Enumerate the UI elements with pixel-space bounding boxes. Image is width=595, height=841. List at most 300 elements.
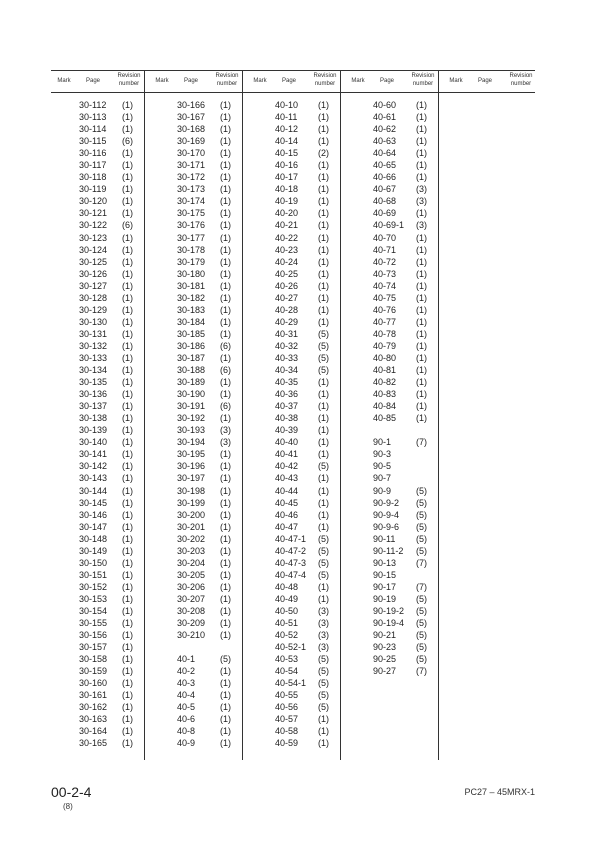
revision-cell: (5) <box>416 485 427 496</box>
revision-cell: (1) <box>122 256 133 267</box>
revision-cell: (1) <box>122 581 133 592</box>
page-cell: 30-152 <box>79 581 108 592</box>
page-cell: 30-199 <box>177 497 206 508</box>
table-row <box>149 436 247 448</box>
table-row <box>51 737 149 749</box>
table-row <box>247 725 345 737</box>
table-row <box>345 244 443 256</box>
table-row <box>149 497 247 509</box>
revision-cell: (1) <box>122 593 133 604</box>
page-revision: (8) <box>63 802 73 811</box>
table-row <box>149 244 247 256</box>
revision-cell: (3) <box>416 184 427 195</box>
page-cell: 30-143 <box>79 473 108 484</box>
page-cell: 30-192 <box>177 413 206 424</box>
revision-cell: (1) <box>220 208 231 219</box>
page-cell: 30-170 <box>177 148 206 159</box>
table-row <box>345 629 443 641</box>
page-cell: 30-138 <box>79 413 108 424</box>
revision-cell: (1) <box>416 280 427 291</box>
table-row <box>51 195 149 207</box>
revision-cell: (1) <box>220 196 231 207</box>
table-row <box>247 376 345 388</box>
table-row <box>345 328 443 340</box>
page-cell: 40-22 <box>275 232 299 243</box>
page-cell: 40-14 <box>275 136 299 147</box>
revision-cell: (1) <box>318 100 329 110</box>
table-row <box>247 509 345 521</box>
page-cell: 90-1 <box>373 437 392 448</box>
page-cell: 30-125 <box>79 256 108 267</box>
revision-cell: (1) <box>122 401 133 412</box>
table-row <box>345 665 443 677</box>
revision-cell: (5) <box>318 533 329 544</box>
revision-cell: (1) <box>220 485 231 496</box>
revision-cell: (1) <box>122 304 133 315</box>
table-row <box>345 605 443 617</box>
table-row <box>149 569 247 581</box>
page-cell: 40-39 <box>275 425 299 436</box>
page-cell: 30-194 <box>177 437 206 448</box>
revision-cell: (5) <box>318 461 329 472</box>
table-row <box>247 147 345 159</box>
table-row <box>51 629 149 641</box>
page-cell: 40-56 <box>275 702 299 713</box>
page-cell: 40-58 <box>275 726 299 737</box>
page-cell: 30-134 <box>79 365 108 376</box>
header-revision-line1: Revision <box>215 73 239 79</box>
table-row <box>149 737 247 749</box>
table-row <box>345 460 443 472</box>
table-row <box>51 207 149 219</box>
table-row <box>149 388 247 400</box>
table-row <box>149 629 247 641</box>
page-cell: 30-169 <box>177 136 206 147</box>
table-row <box>51 617 149 629</box>
table-row <box>51 268 149 280</box>
table-row <box>247 171 345 183</box>
revision-cell: (1) <box>318 509 329 520</box>
table-row <box>51 400 149 412</box>
revision-cell: (1) <box>416 100 427 110</box>
revision-cell: (5) <box>416 642 427 653</box>
page-cell: 30-154 <box>79 605 108 616</box>
page-cell: 30-159 <box>79 666 108 677</box>
page-cell: 40-48 <box>275 581 299 592</box>
revision-cell: (1) <box>220 413 231 424</box>
page-cell: 40-18 <box>275 184 299 195</box>
page-cell: 40-60 <box>373 100 397 110</box>
page-cell: 40-43 <box>275 473 299 484</box>
table-row <box>51 256 149 268</box>
page-cell: 30-206 <box>177 581 206 592</box>
page-cell: 30-155 <box>79 618 108 629</box>
table-row <box>149 545 247 557</box>
table-row <box>247 135 345 147</box>
page-cell: 90-11-2 <box>373 545 404 556</box>
table-row <box>247 328 345 340</box>
page-cell: 30-145 <box>79 497 108 508</box>
revision-cell: (1) <box>318 208 329 219</box>
table-row <box>247 448 345 460</box>
page-cell: 30-198 <box>177 485 206 496</box>
table-row <box>149 412 247 424</box>
revision-cell: (1) <box>318 377 329 388</box>
revision-cell: (1) <box>122 292 133 303</box>
table-row <box>345 557 443 569</box>
column-header <box>247 70 345 92</box>
revision-cell: (3) <box>220 437 231 448</box>
page-cell: 40-52-1 <box>275 642 307 653</box>
column-header <box>51 70 149 92</box>
table-row <box>345 195 443 207</box>
revision-cell: (7) <box>416 437 427 448</box>
table-row <box>51 713 149 725</box>
revision-cell: (1) <box>416 208 427 219</box>
revision-cell: (3) <box>318 618 329 629</box>
page-cell: 40-68 <box>373 196 397 207</box>
table-row <box>51 593 149 605</box>
revision-cell: (1) <box>416 352 427 363</box>
table-row <box>247 232 345 244</box>
page-cell: 40-20 <box>275 208 299 219</box>
table-row <box>345 219 443 231</box>
revision-cell: (1) <box>318 316 329 327</box>
table-row <box>345 617 443 629</box>
table-row <box>51 533 149 545</box>
page-cell: 40-31 <box>275 328 299 339</box>
table-row <box>51 701 149 713</box>
table-row <box>247 388 345 400</box>
table-row <box>51 460 149 472</box>
page-cell: 90-19-4 <box>373 618 405 629</box>
revision-cell: (1) <box>318 160 329 171</box>
revision-cell: (5) <box>416 605 427 616</box>
table-row <box>345 232 443 244</box>
table-row <box>51 653 149 665</box>
page-cell: 30-186 <box>177 340 206 351</box>
table-row <box>247 159 345 171</box>
table-row <box>149 653 247 665</box>
page-cell: 40-82 <box>373 377 397 388</box>
revision-cell: (1) <box>220 509 231 520</box>
table-row <box>149 364 247 376</box>
header-revision <box>309 73 341 88</box>
page-cell: 30-133 <box>79 352 108 363</box>
page-cell: 40-28 <box>275 304 299 315</box>
revision-cell: (1) <box>122 714 133 725</box>
page-cell: 30-208 <box>177 605 206 616</box>
revision-cell: (1) <box>122 184 133 195</box>
page-cell: 30-197 <box>177 473 206 484</box>
table-row <box>247 569 345 581</box>
page-cell: 30-119 <box>79 184 107 195</box>
table-row <box>345 581 443 593</box>
table-row <box>247 364 345 376</box>
header-page: Page <box>379 78 394 84</box>
page-cell: 40-72 <box>373 256 397 267</box>
revision-cell: (1) <box>220 726 231 737</box>
page-cell: 30-166 <box>177 100 206 110</box>
table-row <box>247 653 345 665</box>
revision-cell: (1) <box>122 461 133 472</box>
revision-cell: (5) <box>416 533 427 544</box>
table-row <box>149 207 247 219</box>
page-cell: 40-9 <box>177 738 196 749</box>
column-header <box>149 70 247 92</box>
revision-cell: (1) <box>220 666 231 677</box>
revision-cell: (1) <box>318 136 329 147</box>
revision-cell: (1) <box>122 413 133 424</box>
table-row <box>345 135 443 147</box>
page-cell: 40-73 <box>373 268 397 279</box>
page-cell: 90-21 <box>373 630 397 641</box>
revision-cell: (1) <box>416 172 427 183</box>
table-row <box>149 472 247 484</box>
table-row <box>345 316 443 328</box>
header-revision-line2: number <box>314 80 336 87</box>
table-row <box>247 256 345 268</box>
table-row <box>51 725 149 737</box>
revision-cell: (1) <box>220 148 231 159</box>
revision-cell: (1) <box>220 630 231 641</box>
revision-cell: (1) <box>318 413 329 424</box>
revision-cell: (5) <box>318 340 329 351</box>
revision-cell: (1) <box>416 389 427 400</box>
revision-cell: (1) <box>318 112 329 123</box>
table-row <box>51 219 149 231</box>
page-cell: 30-180 <box>177 268 206 279</box>
revision-cell: (5) <box>220 654 231 665</box>
page-cell: 30-132 <box>79 340 108 351</box>
revision-cell: (6) <box>122 136 133 147</box>
revision-cell: (1) <box>220 184 231 195</box>
table-row <box>247 292 345 304</box>
table-row <box>51 244 149 256</box>
column-divider <box>438 70 439 760</box>
table-row <box>247 545 345 557</box>
page-cell: 30-123 <box>79 232 108 243</box>
page-cell: 30-151 <box>79 569 108 580</box>
page-cell: 30-207 <box>177 593 206 604</box>
table-column <box>51 99 149 750</box>
table-row <box>345 207 443 219</box>
page-cell: 30-113 <box>79 112 107 123</box>
table-row <box>345 569 443 581</box>
page-cell: 30-202 <box>177 533 206 544</box>
revision-cell: (1) <box>122 690 133 701</box>
revision-cell: (1) <box>122 485 133 496</box>
table-row <box>247 195 345 207</box>
table-row <box>247 497 345 509</box>
page-cell: 30-116 <box>79 148 107 159</box>
page-cell: 30-120 <box>79 196 108 207</box>
page-cell: 40-29 <box>275 316 299 327</box>
table-row <box>51 280 149 292</box>
page-cell: 40-75 <box>373 292 397 303</box>
page-cell: 40-36 <box>275 389 299 400</box>
revision-cell: (5) <box>416 593 427 604</box>
page-cell: 40-52 <box>275 630 299 641</box>
table-row <box>345 400 443 412</box>
revision-cell: (1) <box>318 738 329 749</box>
table-row <box>51 424 149 436</box>
page-cell: 40-2 <box>177 666 196 677</box>
page-cell: 40-32 <box>275 340 299 351</box>
revision-cell: (1) <box>122 545 133 556</box>
table-row <box>149 123 247 135</box>
revision-cell: (1) <box>122 449 133 460</box>
table-row <box>149 533 247 545</box>
table-row <box>51 545 149 557</box>
page-cell: 30-130 <box>79 316 108 327</box>
revision-cell: (1) <box>122 618 133 629</box>
page-cell: 30-153 <box>79 593 108 604</box>
table-row <box>51 521 149 533</box>
revision-cell: (1) <box>122 244 133 255</box>
table-row <box>51 292 149 304</box>
column-divider <box>340 70 341 760</box>
page-cell: 30-178 <box>177 244 206 255</box>
page-cell: 30-140 <box>79 437 108 448</box>
page-cell: 30-210 <box>177 630 206 641</box>
table-row <box>247 737 345 749</box>
page-cell: 40-69-1 <box>373 220 405 231</box>
table-row <box>149 701 247 713</box>
revision-cell: (1) <box>318 389 329 400</box>
page-cell: 30-147 <box>79 521 108 532</box>
page-cell: 40-8 <box>177 726 196 737</box>
table-row <box>247 557 345 569</box>
revision-cell: (1) <box>122 352 133 363</box>
page-cell: 30-165 <box>79 738 108 749</box>
table-row <box>51 364 149 376</box>
revision-cell: (1) <box>122 738 133 749</box>
revision-cell: (1) <box>122 425 133 436</box>
page-cell: 40-10 <box>275 100 299 110</box>
table-row <box>51 111 149 123</box>
revision-cell: (1) <box>122 328 133 339</box>
page-cell: 40-23 <box>275 244 299 255</box>
revision-cell: (1) <box>122 280 133 291</box>
table-row <box>51 183 149 195</box>
revision-cell: (6) <box>122 220 133 231</box>
page-cell: 40-63 <box>373 136 397 147</box>
revision-cell: (1) <box>122 569 133 580</box>
table-row <box>149 521 247 533</box>
table-row <box>247 400 345 412</box>
table-row <box>51 316 149 328</box>
revision-cell: (1) <box>416 148 427 159</box>
page-cell: 40-64 <box>373 148 397 159</box>
page-cell: 40-54 <box>275 666 299 677</box>
table-row <box>149 328 247 340</box>
table-row <box>149 340 247 352</box>
page-cell: 90-15 <box>373 569 397 580</box>
table-row <box>345 472 443 484</box>
revision-cell: (1) <box>220 136 231 147</box>
revision-cell: (1) <box>318 124 329 135</box>
revision-cell: (1) <box>416 244 427 255</box>
table-row <box>247 485 345 497</box>
revision-cell: (5) <box>318 654 329 665</box>
page-cell: 90-9-6 <box>373 521 400 532</box>
table-row <box>149 665 247 677</box>
revision-cell: (1) <box>220 605 231 616</box>
revision-cell: (1) <box>318 714 329 725</box>
revision-cell: (1) <box>122 533 133 544</box>
page-cell: 30-191 <box>177 401 206 412</box>
page-cell: 40-84 <box>373 401 397 412</box>
page-cell: 30-193 <box>177 425 206 436</box>
revision-cell: (5) <box>318 569 329 580</box>
page-cell: 90-19-2 <box>373 605 405 616</box>
page-number: 00-2-4 <box>51 784 92 800</box>
table-row <box>345 352 443 364</box>
revision-cell: (1) <box>318 497 329 508</box>
revision-cell: (5) <box>416 497 427 508</box>
revision-cell: (1) <box>318 220 329 231</box>
table-column <box>345 99 443 677</box>
page-cell: 40-55 <box>275 690 299 701</box>
revision-cell: (1) <box>318 280 329 291</box>
revision-cell: (1) <box>220 497 231 508</box>
page-cell: 30-173 <box>177 184 206 195</box>
revision-cell: (1) <box>122 557 133 568</box>
table-row <box>149 171 247 183</box>
page-cell: 30-201 <box>177 521 206 532</box>
revision-cell: (1) <box>416 256 427 267</box>
page-cell: 30-150 <box>79 557 108 568</box>
page-cell: 30-156 <box>79 630 108 641</box>
page-cell: 40-11 <box>275 112 298 123</box>
page-cell: 40-83 <box>373 389 397 400</box>
page-cell: 40-57 <box>275 714 299 725</box>
revision-cell: (1) <box>220 545 231 556</box>
page-cell: 30-142 <box>79 461 108 472</box>
table-row <box>345 533 443 545</box>
table-row <box>247 268 345 280</box>
table-row <box>247 123 345 135</box>
revision-cell: (1) <box>122 112 133 123</box>
table-row <box>149 135 247 147</box>
revision-cell: (1) <box>122 509 133 520</box>
revision-cell: (5) <box>318 352 329 363</box>
revision-cell: (1) <box>416 160 427 171</box>
table-row <box>345 436 443 448</box>
revision-cell: (1) <box>220 304 231 315</box>
page-cell: 90-5 <box>373 461 392 472</box>
revision-cell: (1) <box>122 702 133 713</box>
page-cell: 40-19 <box>275 196 299 207</box>
revision-cell: (1) <box>220 100 231 110</box>
table-row <box>149 713 247 725</box>
table-row <box>247 304 345 316</box>
revision-cell: (1) <box>122 268 133 279</box>
table-row <box>51 485 149 497</box>
table-row <box>247 183 345 195</box>
page-cell: 30-181 <box>177 280 206 291</box>
table-row <box>149 509 247 521</box>
table-row <box>51 147 149 159</box>
page-cell: 30-121 <box>79 208 108 219</box>
table-row <box>149 183 247 195</box>
page-cell: 40-16 <box>275 160 299 171</box>
table-row <box>247 581 345 593</box>
revision-cell: (1) <box>220 678 231 689</box>
page-cell: 30-196 <box>177 461 206 472</box>
page-cell: 40-71 <box>373 244 397 255</box>
